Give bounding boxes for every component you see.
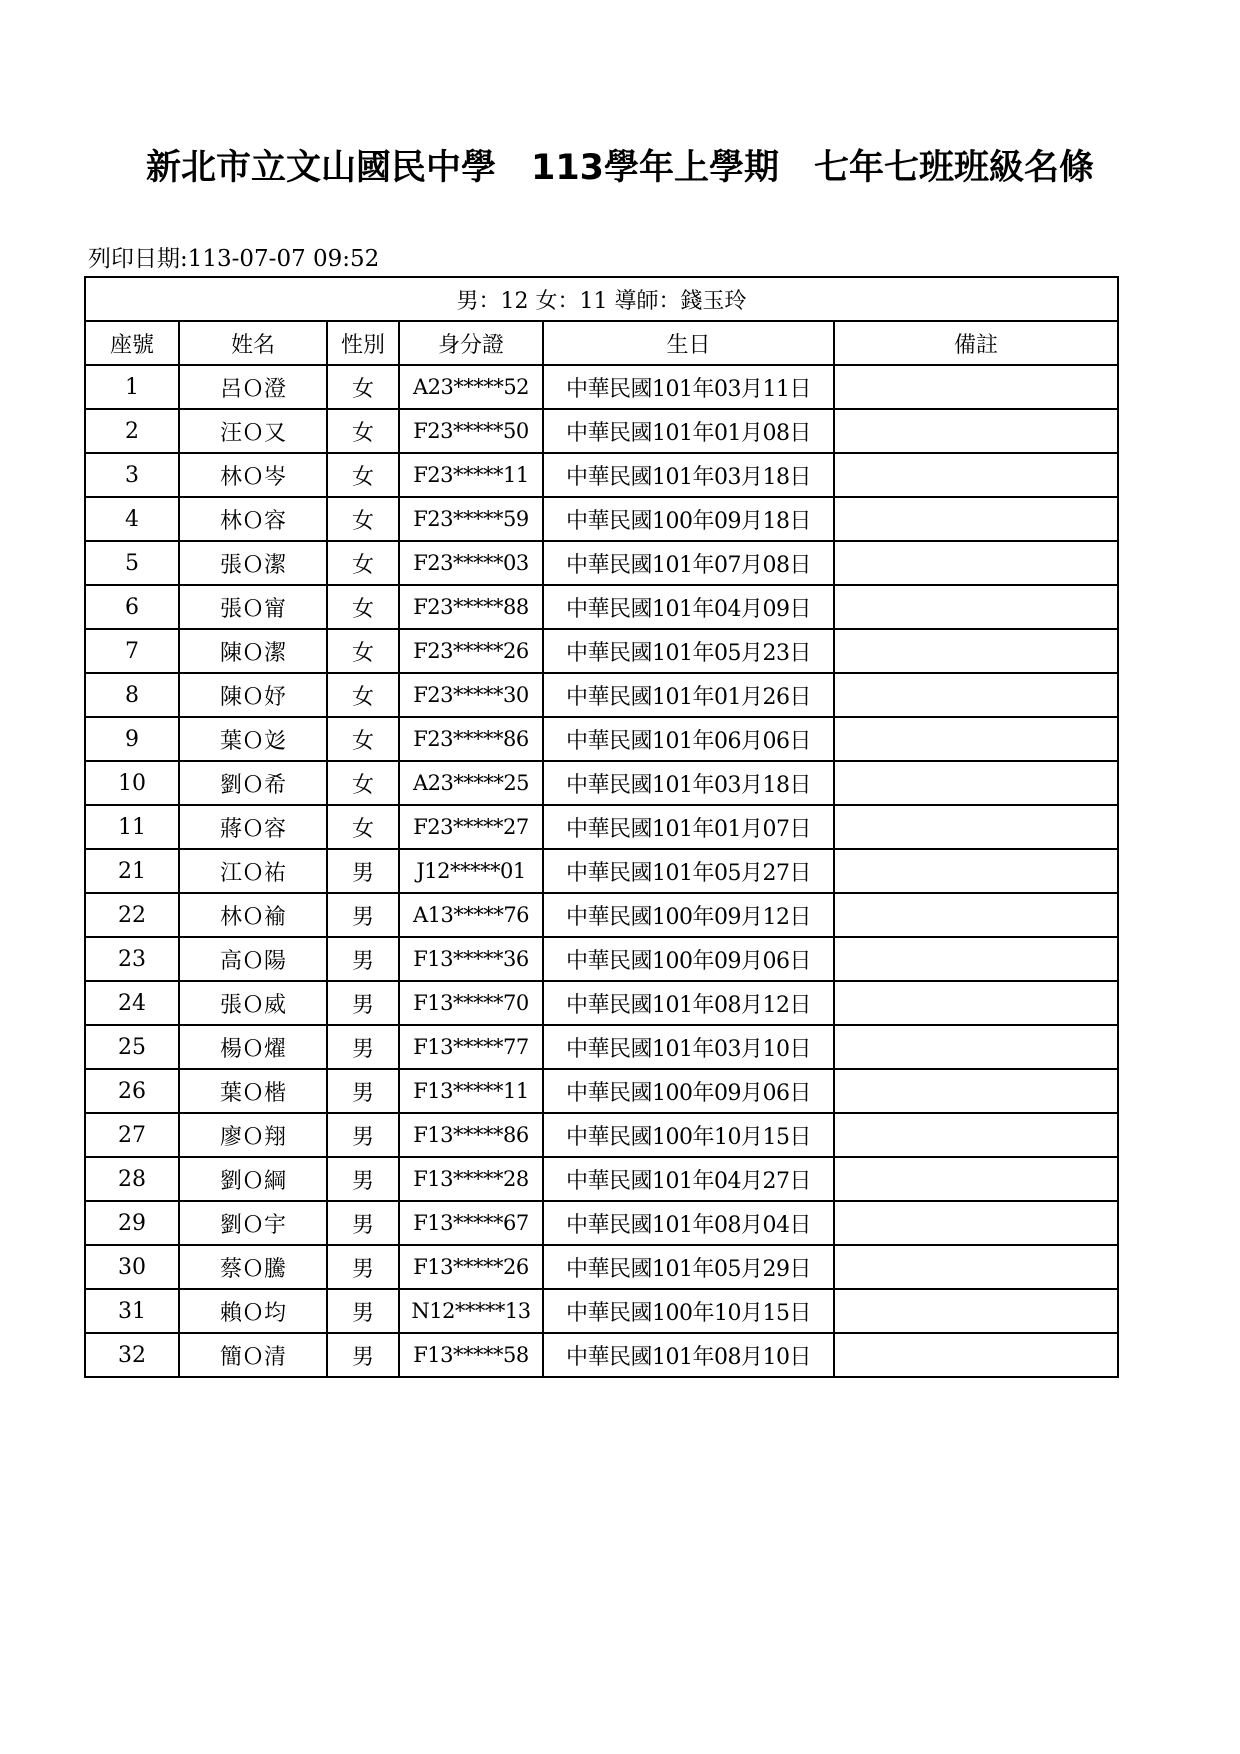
name-cell: 張Ｏ甯 [179, 585, 327, 629]
seat-number-cell: 10 [85, 761, 179, 805]
gender-cell: 女 [327, 453, 399, 497]
name-cell: 陳Ｏ潔 [179, 629, 327, 673]
remarks-cell [834, 1069, 1118, 1113]
name-cell: 張Ｏ潔 [179, 541, 327, 585]
header-row [85, 321, 1118, 365]
table-row [85, 497, 1118, 541]
page-title: 新北市立文山國民中學 113學年上學期 七年七班班級名條 [145, 148, 1095, 188]
name-cell: 汪Ｏ又 [179, 409, 327, 453]
header-id-number: 身分證 [399, 321, 543, 365]
table-row [85, 409, 1118, 453]
gender-cell: 男 [327, 893, 399, 937]
birthday-cell: 中華民國100年10月15日 [543, 1113, 834, 1157]
remarks-cell [834, 1201, 1118, 1245]
birthday-cell: 中華民國101年08月04日 [543, 1201, 834, 1245]
remarks-cell [834, 981, 1118, 1025]
id-number-cell: F13*****67 [399, 1201, 543, 1245]
remarks-cell [834, 1245, 1118, 1289]
header-gender: 性別 [327, 321, 399, 365]
gender-cell: 女 [327, 585, 399, 629]
name-cell: 簡Ｏ清 [179, 1333, 327, 1377]
table-row [85, 717, 1118, 761]
table-row [85, 981, 1118, 1025]
seat-number-cell: 4 [85, 497, 179, 541]
header-remarks: 備註 [834, 321, 1118, 365]
gender-cell: 女 [327, 717, 399, 761]
remarks-cell [834, 849, 1118, 893]
birthday-cell: 中華民國101年04月27日 [543, 1157, 834, 1201]
remarks-cell [834, 629, 1118, 673]
birthday-cell: 中華民國101年03月11日 [543, 365, 834, 409]
remarks-cell [834, 1025, 1118, 1069]
birthday-cell: 中華民國101年05月27日 [543, 849, 834, 893]
seat-number-cell: 5 [85, 541, 179, 585]
table-row [85, 1069, 1118, 1113]
name-cell: 林Ｏ褕 [179, 893, 327, 937]
gender-cell: 女 [327, 497, 399, 541]
seat-number-cell: 26 [85, 1069, 179, 1113]
seat-number-cell: 1 [85, 365, 179, 409]
table-row [85, 629, 1118, 673]
remarks-cell [834, 409, 1118, 453]
name-cell: 林Ｏ岑 [179, 453, 327, 497]
name-cell: 江Ｏ祐 [179, 849, 327, 893]
id-number-cell: F23*****11 [399, 453, 543, 497]
id-number-cell: F13*****11 [399, 1069, 543, 1113]
name-cell: 高Ｏ陽 [179, 937, 327, 981]
id-number-cell: F23*****86 [399, 717, 543, 761]
id-number-cell: F23*****27 [399, 805, 543, 849]
table-row [85, 673, 1118, 717]
id-number-cell: F13*****58 [399, 1333, 543, 1377]
gender-cell: 男 [327, 1069, 399, 1113]
id-number-cell: J12*****01 [399, 849, 543, 893]
birthday-cell: 中華民國101年06月06日 [543, 717, 834, 761]
seat-number-cell: 7 [85, 629, 179, 673]
id-number-cell: F13*****86 [399, 1113, 543, 1157]
seat-number-cell: 31 [85, 1289, 179, 1333]
remarks-cell [834, 673, 1118, 717]
gender-cell: 女 [327, 629, 399, 673]
gender-cell: 男 [327, 1201, 399, 1245]
id-number-cell: A23*****52 [399, 365, 543, 409]
table-row [85, 1113, 1118, 1157]
table-row [85, 453, 1118, 497]
table-row [85, 541, 1118, 585]
remarks-cell [834, 893, 1118, 937]
table-row [85, 1201, 1118, 1245]
id-number-cell: F23*****50 [399, 409, 543, 453]
table-row [85, 805, 1118, 849]
seat-number-cell: 28 [85, 1157, 179, 1201]
id-number-cell: F23*****59 [399, 497, 543, 541]
birthday-cell: 中華民國101年07月08日 [543, 541, 834, 585]
birthday-cell: 中華民國100年09月06日 [543, 937, 834, 981]
seat-number-cell: 21 [85, 849, 179, 893]
seat-number-cell: 24 [85, 981, 179, 1025]
gender-cell: 女 [327, 761, 399, 805]
remarks-cell [834, 1157, 1118, 1201]
gender-cell: 男 [327, 1113, 399, 1157]
birthday-cell: 中華民國101年05月29日 [543, 1245, 834, 1289]
name-cell: 劉Ｏ宇 [179, 1201, 327, 1245]
birthday-cell: 中華民國101年08月12日 [543, 981, 834, 1025]
remarks-cell [834, 761, 1118, 805]
seat-number-cell: 32 [85, 1333, 179, 1377]
table-row [85, 893, 1118, 937]
name-cell: 呂Ｏ澄 [179, 365, 327, 409]
name-cell: 楊Ｏ燿 [179, 1025, 327, 1069]
table-row [85, 849, 1118, 893]
table-row [85, 1333, 1118, 1377]
remarks-cell [834, 717, 1118, 761]
seat-number-cell: 25 [85, 1025, 179, 1069]
id-number-cell: A23*****25 [399, 761, 543, 805]
gender-cell: 女 [327, 805, 399, 849]
remarks-cell [834, 541, 1118, 585]
table-row [85, 761, 1118, 805]
remarks-cell [834, 365, 1118, 409]
table-row [85, 937, 1118, 981]
birthday-cell: 中華民國101年04月09日 [543, 585, 834, 629]
birthday-cell: 中華民國101年01月26日 [543, 673, 834, 717]
gender-cell: 女 [327, 673, 399, 717]
gender-cell: 男 [327, 1289, 399, 1333]
name-cell: 蔡Ｏ騰 [179, 1245, 327, 1289]
gender-cell: 女 [327, 541, 399, 585]
seat-number-cell: 9 [85, 717, 179, 761]
table-row [85, 585, 1118, 629]
birthday-cell: 中華民國101年03月18日 [543, 453, 834, 497]
id-number-cell: F13*****26 [399, 1245, 543, 1289]
remarks-cell [834, 937, 1118, 981]
class-summary: 男：12 女：11 導師：錢玉玲 [85, 277, 1118, 321]
gender-cell: 男 [327, 1157, 399, 1201]
id-number-cell: F23*****30 [399, 673, 543, 717]
name-cell: 張Ｏ威 [179, 981, 327, 1025]
gender-cell: 女 [327, 365, 399, 409]
seat-number-cell: 23 [85, 937, 179, 981]
seat-number-cell: 8 [85, 673, 179, 717]
gender-cell: 男 [327, 981, 399, 1025]
gender-cell: 男 [327, 937, 399, 981]
birthday-cell: 中華民國101年03月18日 [543, 761, 834, 805]
birthday-cell: 中華民國101年05月23日 [543, 629, 834, 673]
seat-number-cell: 27 [85, 1113, 179, 1157]
gender-cell: 男 [327, 1025, 399, 1069]
gender-cell: 男 [327, 1245, 399, 1289]
birthday-cell: 中華民國100年09月06日 [543, 1069, 834, 1113]
seat-number-cell: 22 [85, 893, 179, 937]
roster-table [84, 276, 1119, 1378]
name-cell: 劉Ｏ希 [179, 761, 327, 805]
name-cell: 陳Ｏ妤 [179, 673, 327, 717]
id-number-cell: F13*****28 [399, 1157, 543, 1201]
remarks-cell [834, 805, 1118, 849]
table-row [85, 1289, 1118, 1333]
table-row [85, 1157, 1118, 1201]
id-number-cell: F23*****26 [399, 629, 543, 673]
gender-cell: 男 [327, 1333, 399, 1377]
table-row [85, 1245, 1118, 1289]
name-cell: 劉Ｏ綱 [179, 1157, 327, 1201]
birthday-cell: 中華民國101年08月10日 [543, 1333, 834, 1377]
id-number-cell: F23*****88 [399, 585, 543, 629]
name-cell: 林Ｏ容 [179, 497, 327, 541]
remarks-cell [834, 453, 1118, 497]
birthday-cell: 中華民國101年03月10日 [543, 1025, 834, 1069]
seat-number-cell: 2 [85, 409, 179, 453]
seat-number-cell: 11 [85, 805, 179, 849]
name-cell: 蔣Ｏ容 [179, 805, 327, 849]
header-birthday: 生日 [543, 321, 834, 365]
birthday-cell: 中華民國101年01月08日 [543, 409, 834, 453]
seat-number-cell: 6 [85, 585, 179, 629]
id-number-cell: N12*****13 [399, 1289, 543, 1333]
table-row [85, 365, 1118, 409]
name-cell: 賴Ｏ均 [179, 1289, 327, 1333]
birthday-cell: 中華民國100年10月15日 [543, 1289, 834, 1333]
header-name: 姓名 [179, 321, 327, 365]
remarks-cell [834, 585, 1118, 629]
birthday-cell: 中華民國100年09月18日 [543, 497, 834, 541]
name-cell: 廖Ｏ翔 [179, 1113, 327, 1157]
id-number-cell: F13*****36 [399, 937, 543, 981]
name-cell: 葉Ｏ楷 [179, 1069, 327, 1113]
seat-number-cell: 3 [85, 453, 179, 497]
birthday-cell: 中華民國101年01月07日 [543, 805, 834, 849]
gender-cell: 女 [327, 409, 399, 453]
id-number-cell: F13*****70 [399, 981, 543, 1025]
id-number-cell: A13*****76 [399, 893, 543, 937]
roster-body [85, 365, 1118, 1377]
print-date: 列印日期:113-07-07 09:52 [88, 246, 380, 272]
remarks-cell [834, 497, 1118, 541]
id-number-cell: F13*****77 [399, 1025, 543, 1069]
remarks-cell [834, 1113, 1118, 1157]
table-row [85, 1025, 1118, 1069]
header-seat-number: 座號 [85, 321, 179, 365]
gender-cell: 男 [327, 849, 399, 893]
id-number-cell: F23*****03 [399, 541, 543, 585]
name-cell: 葉Ｏ彣 [179, 717, 327, 761]
seat-number-cell: 29 [85, 1201, 179, 1245]
seat-number-cell: 30 [85, 1245, 179, 1289]
summary-row [85, 277, 1118, 321]
birthday-cell: 中華民國100年09月12日 [543, 893, 834, 937]
remarks-cell [834, 1289, 1118, 1333]
remarks-cell [834, 1333, 1118, 1377]
